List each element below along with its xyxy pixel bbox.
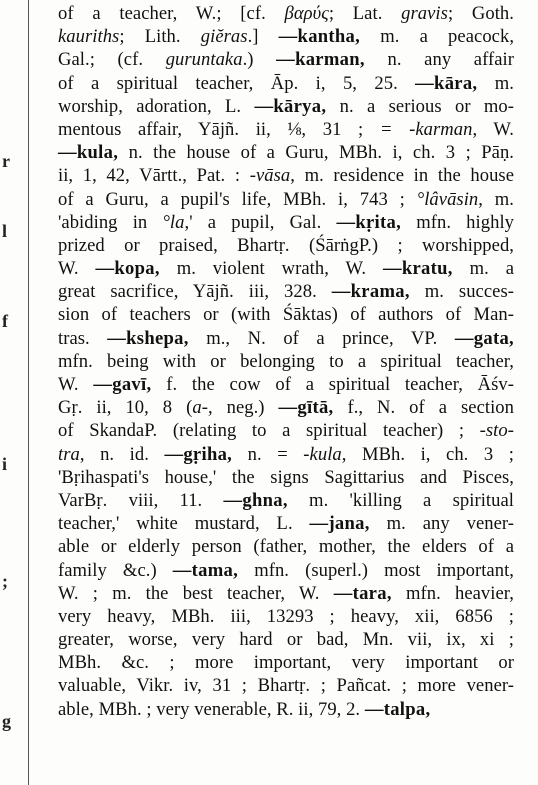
text-run: , n. id.: [79, 443, 165, 465]
text-line: [58, 443, 514, 466]
text-line: [58, 48, 514, 71]
italic-term: °la: [162, 211, 185, 233]
text-line: [58, 466, 514, 489]
text-run: worship, adoration, L.: [58, 95, 255, 117]
text-line: [58, 327, 514, 350]
text-line: [58, 373, 514, 396]
headword: —ghna,: [223, 489, 288, 511]
text-line: [58, 674, 514, 697]
text-run: f., N. of a section: [333, 397, 514, 419]
text-line: [58, 95, 514, 118]
text-run: of SkandaP. (relating to a spiritual teacher) ;: [58, 420, 480, 442]
text-run: sion of teachers or (with Śāktas) of authors of Man-: [58, 304, 514, 326]
text-line: [58, 72, 514, 95]
text-run: m. a peacock,: [360, 26, 515, 48]
italic-term: = -karman: [379, 118, 473, 140]
headword: —karman,: [276, 49, 365, 71]
text-line: [58, 141, 514, 164]
text-run: f. the cow of a spiritual teacher, Āśv-: [151, 374, 514, 395]
text-run: prized or praised, Bhartṛ. (ŚārṅgP.) ; worshipped,: [58, 234, 514, 256]
text-run: m.: [477, 72, 514, 94]
text-run: .]: [247, 26, 279, 48]
text-run: ; Lith.: [119, 26, 201, 48]
italic-term: guruntaka: [165, 49, 243, 71]
headword: —talpa,: [364, 698, 431, 720]
italic-term: a-: [192, 397, 208, 419]
text-line: [58, 582, 514, 605]
text-run: n. any affair: [364, 49, 515, 71]
text-run: , MBh. i, ch. 3 ;: [341, 443, 514, 465]
text-line: [58, 188, 514, 211]
text-line: [58, 280, 514, 303]
text-run: VarBṛ. viii, 11.: [58, 489, 224, 511]
text-run: Gṛ. ii, 10, 8 (: [58, 397, 193, 419]
text-run: ,' a pupil, Gal.: [184, 211, 337, 233]
text-run: m., N. of a prince, VP.: [188, 327, 455, 349]
margin-fragment: f: [2, 311, 8, 331]
headword: —tama,: [172, 559, 239, 581]
text-line: [58, 118, 514, 141]
text-run: m. a: [452, 258, 515, 280]
text-run: family &c.): [58, 559, 173, 581]
italic-term: giĕras: [200, 26, 248, 48]
italic-term: kauriths: [58, 26, 120, 48]
text-run: able, MBh. ; very venerable, R. ii, 79, 2.: [58, 698, 365, 720]
text-line: [58, 559, 514, 582]
dictionary-column: [58, 2, 514, 721]
margin-fragment: ;: [2, 571, 8, 591]
text-line: [58, 396, 514, 419]
text-line: [58, 2, 514, 25]
text-run: n. =: [232, 443, 304, 465]
text-run: W.: [58, 258, 96, 280]
text-run: MBh. &c. ; more important, very important or: [58, 652, 514, 674]
italic-term: gravis: [401, 3, 448, 24]
text-line: [58, 211, 514, 234]
headword: —tara,: [333, 582, 392, 604]
text-run: mfn. highly: [401, 211, 515, 233]
text-run: m. any vener-: [369, 513, 515, 535]
italic-term: -kula: [303, 443, 342, 465]
text-run: W.: [58, 374, 94, 395]
text-run: ; Goth.: [447, 3, 514, 24]
text-run: , m. residence in the house: [290, 165, 515, 187]
text-run: , m.: [478, 188, 515, 210]
text-line: [58, 628, 514, 651]
text-run: of a Guru, a pupil's life, MBh. i, 743 ;: [58, 188, 417, 210]
margin-rule: [28, 0, 29, 785]
text-line: [58, 164, 514, 187]
text-line: [58, 25, 514, 48]
text-line: [58, 512, 514, 535]
text-run: 'Bṛihaspati's house,' the signs Sagittarius and Pisces,: [58, 466, 514, 488]
italic-term: °lâvāsin: [416, 188, 479, 210]
headword: —kantha,: [278, 26, 361, 48]
text-run: W. ; m. the best teacher, W.: [58, 582, 334, 604]
text-run: greater, worse, very hard or bad, Mn. vii, ix, xi ;: [58, 629, 514, 651]
headword: —gavī,: [93, 374, 152, 395]
text-line: [58, 651, 514, 674]
headword: —gata,: [454, 327, 514, 349]
text-run: tras.: [58, 327, 108, 349]
text-line: [58, 489, 514, 512]
margin-fragment: l: [2, 221, 8, 241]
text-line: [58, 605, 514, 628]
text-line: [58, 419, 514, 442]
headword: —gītā,: [278, 397, 334, 419]
text-run: ii, 1, 42, Vārtt., Pat. :: [58, 165, 250, 187]
headword: —kopa,: [95, 258, 160, 280]
text-run: m. succes-: [409, 281, 514, 303]
text-run: mentous affair, Yājñ. ii, ⅛, 31 ;: [58, 118, 380, 140]
text-run: teacher,' white mustard, L.: [58, 513, 310, 535]
text-run: m. violent wrath, W.: [159, 258, 383, 280]
headword: —kula,: [58, 142, 119, 164]
margin-fragment: i: [2, 454, 8, 474]
text-line: [58, 535, 514, 558]
text-run: of a teacher, W.; [cf.: [58, 3, 285, 24]
italic-term: βαρύς: [284, 3, 329, 24]
headword: —kāra,: [415, 72, 478, 94]
text-run: , W.: [472, 118, 514, 140]
text-line: [58, 303, 514, 326]
text-run: 'abiding in: [58, 211, 163, 233]
headword: —kārya,: [254, 95, 327, 117]
text-line: [58, 698, 514, 721]
text-run: of a spiritual teacher, Āp. i, 5, 25.: [58, 72, 416, 94]
headword: —jana,: [309, 513, 370, 535]
text-run: ; Lat.: [328, 3, 402, 24]
margin-fragment: g: [2, 711, 11, 731]
italic-term: tra: [58, 443, 80, 465]
text-line: [58, 234, 514, 257]
text-run: great sacrifice, Yājñ. iii, 328.: [58, 281, 332, 303]
headword: —kshepa,: [107, 327, 189, 349]
text-run: .): [242, 49, 277, 71]
headword: —kṛita,: [336, 211, 402, 233]
headword: —krama,: [331, 281, 410, 303]
headword: —gṛiha,: [164, 443, 233, 465]
italic-term: -vāsa: [249, 165, 291, 187]
text-run: able or elderly person (father, mother, the elders of a: [58, 536, 514, 558]
text-run: Gal.; (cf.: [58, 49, 166, 71]
text-run: m. 'killing a spiritual: [287, 489, 514, 511]
text-line: [58, 257, 514, 280]
margin-fragment: r: [2, 151, 10, 171]
text-run: very heavy, MBh. iii, 13293 ; heavy, xii, 6856 ;: [58, 605, 514, 627]
text-run: mfn. being with or belonging to a spiritual teacher,: [58, 350, 514, 372]
text-run: mfn. (superl.) most important,: [238, 559, 514, 581]
text-run: valuable, Vikr. iv, 31 ; Bhartṛ. ; Pañcat. ; more vener-: [58, 675, 514, 697]
italic-term: -sto-: [479, 420, 514, 442]
text-line: [58, 350, 514, 373]
text-run: mfn. heavier,: [391, 582, 514, 604]
text-run: n. a serious or mo-: [326, 95, 514, 117]
headword: —kratu,: [382, 258, 453, 280]
text-run: , neg.): [207, 397, 279, 419]
text-run: n. the house of a Guru, MBh. i, ch. 3 ; Pāṇ.: [118, 142, 514, 164]
